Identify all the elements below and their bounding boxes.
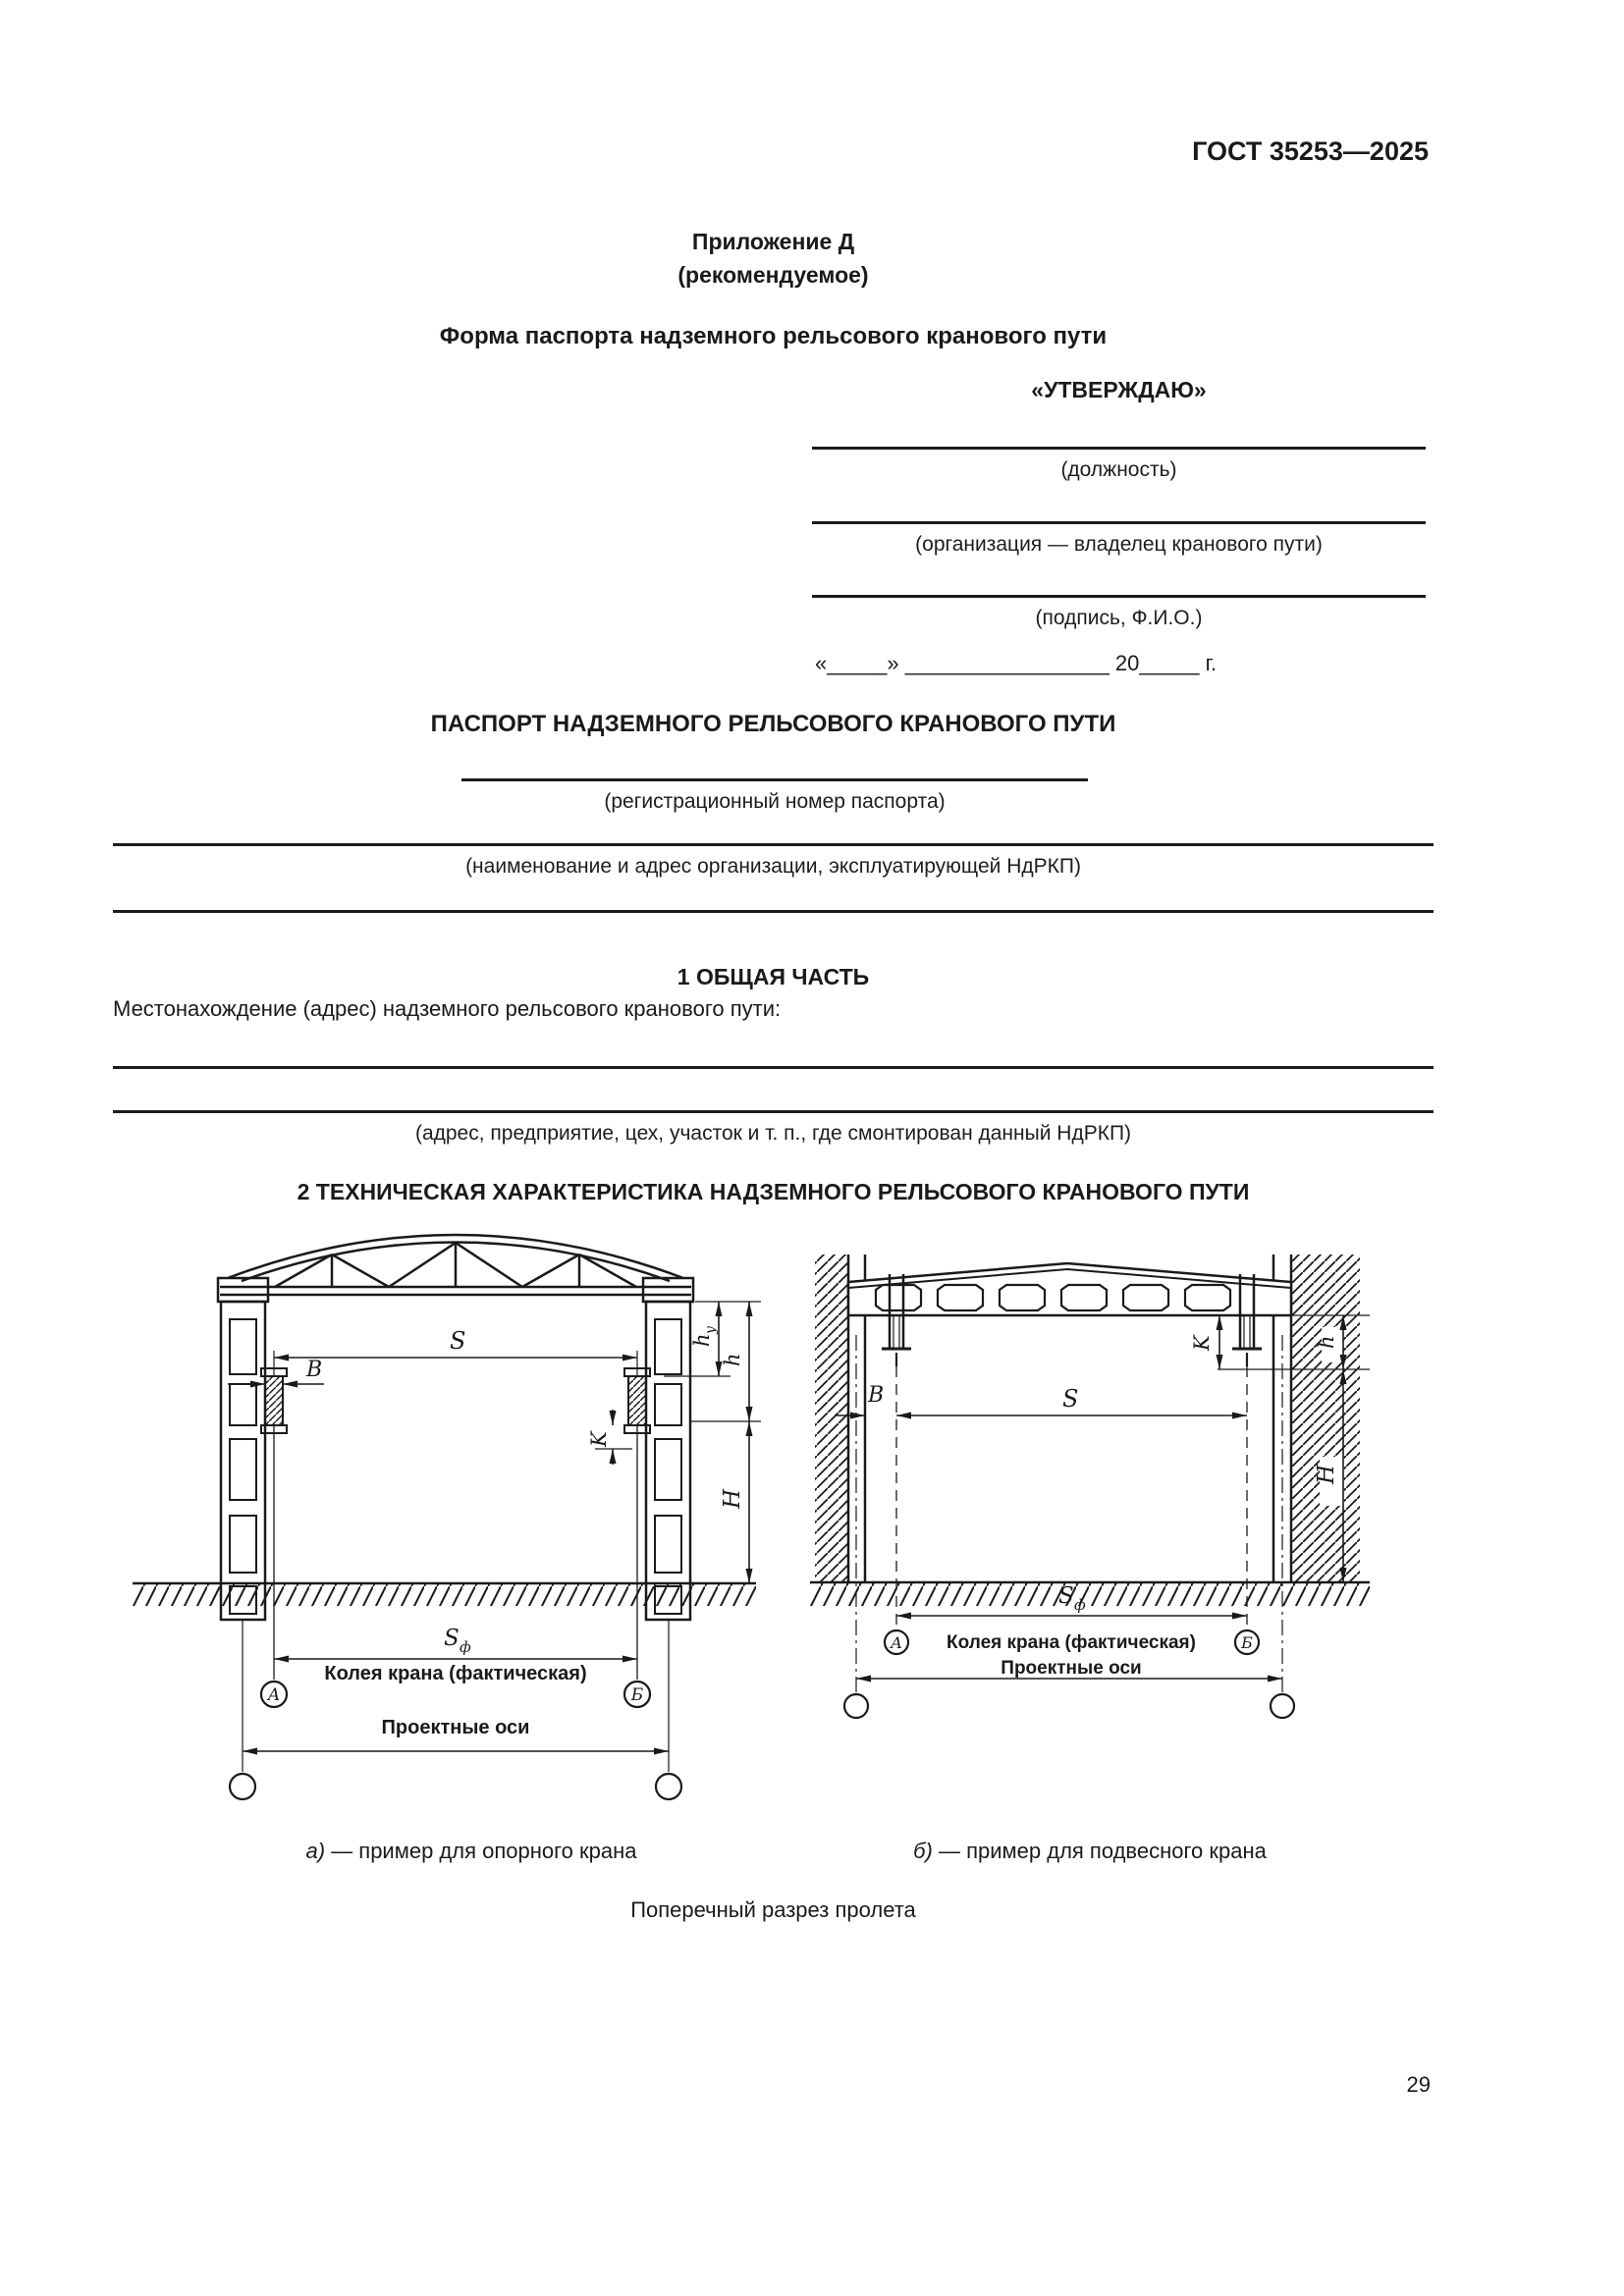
hy-label: h (690, 1333, 714, 1347)
height-label: H (720, 1488, 745, 1509)
gap-label: K (587, 1431, 611, 1447)
crane-truss-girder (220, 1235, 691, 1295)
blank-line-2 (113, 910, 1434, 913)
appendix-title: Приложение Д (691, 229, 855, 254)
figure-caption: Поперечный разрез пролета (630, 1897, 916, 1922)
wall-gap-label: B (868, 1383, 885, 1408)
rail-width-label: B (306, 1358, 323, 1382)
appendix-subtitle: (рекомендуемое) (677, 262, 869, 288)
reg-number-blank-line (461, 778, 1088, 781)
signature-blank-line (812, 595, 1426, 598)
signature-hint: (подпись, Ф.И.О.) (1035, 607, 1203, 629)
axis-letter-a: А (267, 1685, 281, 1705)
ground-line (810, 1582, 1370, 1606)
approve-heading: «УТВЕРЖДАЮ» (1031, 377, 1207, 402)
track-label: Колея крана (фактическая) (324, 1663, 587, 1684)
figure-supported-crane (118, 1229, 766, 1818)
axis-letter-b: Б (630, 1685, 644, 1705)
organization-blank-line (812, 521, 1426, 524)
axis-letter-a: А (890, 1633, 903, 1652)
sf-sub-label: ф (1074, 1596, 1086, 1614)
survey-mark-right (1271, 1694, 1294, 1718)
address-blank-line-1 (113, 1066, 1434, 1069)
design-axes (844, 1679, 1294, 1718)
roof-beam (848, 1263, 1291, 1315)
figure-suspended-crane (795, 1229, 1384, 1818)
track-label: Колея крана (фактическая) (947, 1632, 1196, 1653)
h-label: h (1315, 1335, 1338, 1349)
page-number: 29 (1406, 2072, 1431, 2097)
form-title: Форма паспорта надземного рельсового кранового пути (439, 323, 1108, 349)
caption-b (795, 1838, 1384, 1865)
sf-sub-label: ф (460, 1638, 471, 1656)
address-hint: (адрес, предприятие, цех, участок и т. п., где смонтирован данный НдРКП) (414, 1122, 1132, 1145)
span-label: S (450, 1327, 466, 1355)
ground-line (133, 1583, 756, 1606)
operator-blank-line (113, 843, 1434, 846)
location-label: Местонахождение (адрес) надземного рельсового кранового пути: (113, 996, 782, 1021)
caption-b-letter: б) (913, 1839, 933, 1863)
axes-label: Проектные оси (381, 1717, 530, 1738)
axis-letter-b: Б (1241, 1633, 1253, 1652)
operator-hint: (наименование и адрес организации, эксплуатирующей НдРКП) (465, 855, 1081, 878)
span-label: S (1062, 1385, 1079, 1413)
caption-a-text: — пример для опорного крана (331, 1839, 637, 1863)
section2-title: 2 ТЕХНИЧЕСКАЯ ХАРАКТЕРИСТИКА НАДЗЕМНОГО РЕЛЬСОВОГО КРАНОВОГО ПУТИ (297, 1179, 1250, 1204)
survey-mark-left (230, 1774, 255, 1799)
document-header: ГОСТ 35253—2025 (1192, 136, 1429, 166)
address-blank-line-2 (113, 1110, 1434, 1113)
height-label: H (1314, 1464, 1339, 1484)
suspended-rail-right (1232, 1274, 1262, 1630)
sf-label: S (444, 1626, 460, 1651)
hy-sub-label: у (703, 1325, 719, 1334)
passport-title: ПАСПОРТ НАДЗЕМНОГО РЕЛЬСОВОГО КРАНОВОГО ПУТИ (430, 711, 1116, 737)
caption-b-text: — пример для подвесного крана (938, 1839, 1267, 1863)
crane-rail-left (261, 1368, 287, 1433)
date-line: «_____» _________________ 20_____ г. (815, 651, 1218, 675)
crane-rail-right (624, 1368, 650, 1433)
wall-left (815, 1255, 865, 1694)
position-blank-line (812, 447, 1426, 450)
sf-label: S (1058, 1583, 1074, 1609)
axes-label: Проектные оси (1001, 1658, 1142, 1679)
h-label: h (721, 1353, 744, 1366)
column-left (218, 1278, 268, 1620)
reg-number-hint: (регистрационный номер паспорта) (604, 790, 946, 813)
organization-hint: (организация — владелец кранового пути) (915, 533, 1323, 556)
suspended-rail-left (882, 1274, 911, 1630)
gap-label: K (1190, 1335, 1214, 1351)
section1-title: 1 ОБЩАЯ ЧАСТЬ (677, 964, 870, 989)
caption-a-letter: а) (305, 1839, 326, 1863)
position-hint: (должность) (1060, 458, 1177, 481)
survey-mark-right (656, 1774, 681, 1799)
column-right (643, 1278, 693, 1620)
survey-mark-left (844, 1694, 868, 1718)
caption-a (147, 1838, 795, 1865)
